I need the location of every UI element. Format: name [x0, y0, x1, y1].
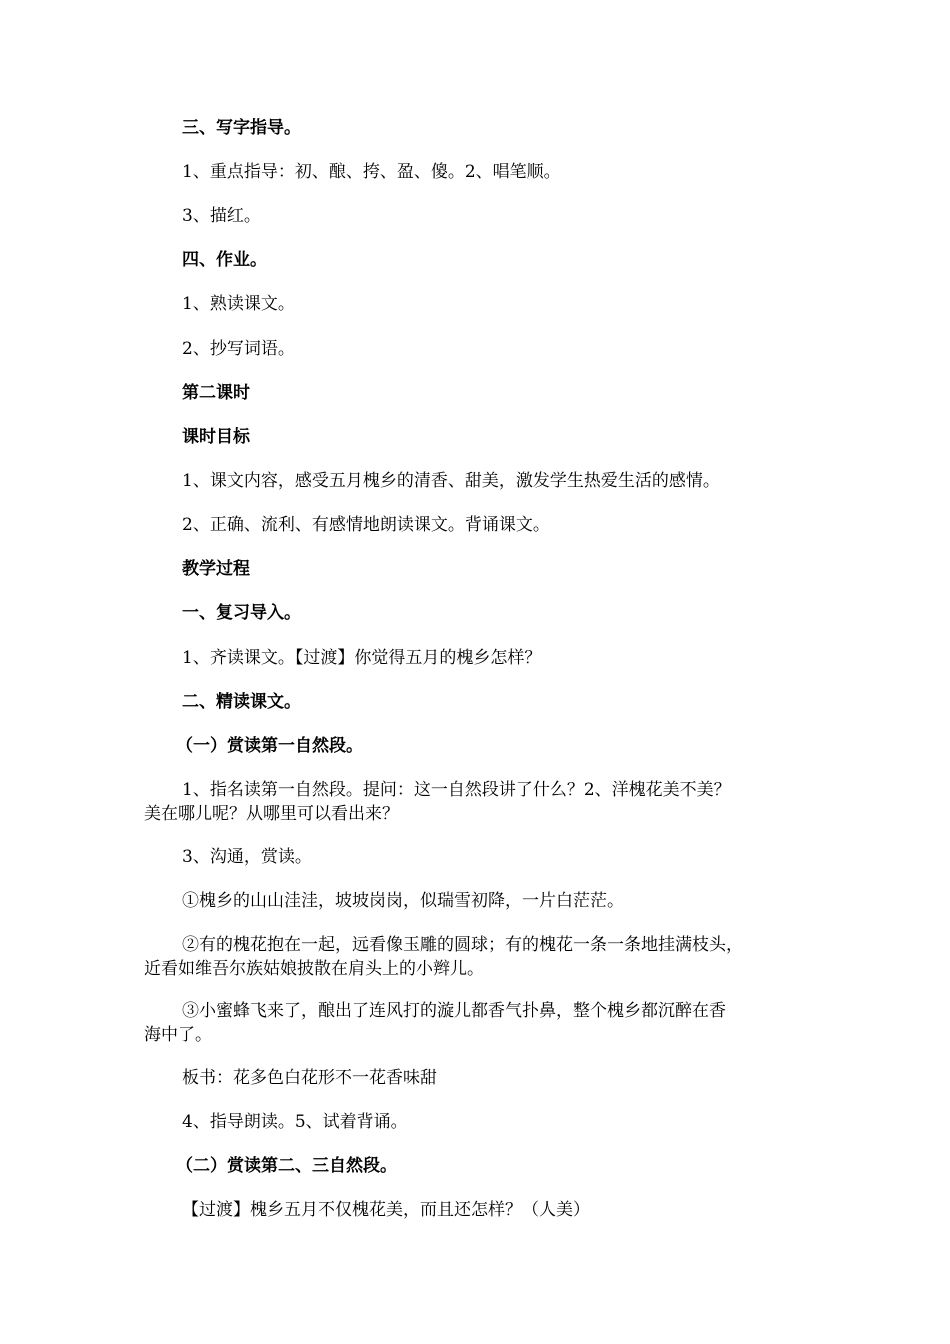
- subheading-paragraphs-two-three: （二）赏读第二、三自然段。: [176, 1156, 397, 1176]
- paragraph: 1、课文内容，感受五月槐乡的清香、甜美，激发学生热爱生活的感情。: [182, 471, 720, 491]
- subheading-paragraph-one: （一）赏读第一自然段。: [176, 736, 363, 756]
- paragraph: [144, 933, 809, 981]
- paragraph: 1、重点指导：初、酿、挎、盈、傻。2、唱笔顺。: [182, 162, 561, 182]
- paragraph-line: ③小蜜蜂飞来了，酿出了连风打的漩儿都香气扑鼻，整个槐乡都沉醉在香: [182, 1001, 726, 1021]
- heading-lesson-two: 第二课时: [182, 383, 250, 403]
- paragraph: 【过渡】槐乡五月不仅槐花美，而且还怎样？（人美）: [182, 1200, 590, 1220]
- paragraph-line: 近看如维吾尔族姑娘披散在肩头上的小辫儿。: [144, 959, 484, 979]
- paragraph-line: 1、指名读第一自然段。提问：这一自然段讲了什么？2、洋槐花美不美？: [182, 780, 731, 800]
- paragraph: 4、指导朗读。5、试着背诵。: [182, 1112, 408, 1132]
- paragraph: [144, 999, 809, 1047]
- heading-review: 一、复习导入。: [182, 603, 301, 623]
- paragraph: 3、描红。: [182, 206, 261, 226]
- heading-intensive-reading: 二、精读课文。: [182, 692, 301, 712]
- paragraph: 1、齐读课文。【过渡】你觉得五月的槐乡怎样？: [182, 648, 542, 668]
- paragraph-line: ②有的槐花抱在一起，远看像玉雕的圆球；有的槐花一条一条地挂满枝头，: [182, 935, 743, 955]
- paragraph-line: 美在哪儿呢？从哪里可以看出来？: [144, 804, 399, 824]
- paragraph: 板书：花多色白花形不一花香味甜: [182, 1068, 437, 1088]
- paragraph: 2、抄写词语。: [182, 339, 295, 359]
- paragraph-line: 海中了。: [144, 1025, 212, 1045]
- heading-homework: 四、作业。: [182, 250, 267, 270]
- paragraph: ①槐乡的山山洼洼，坡坡岗岗，似瑞雪初降，一片白茫茫。: [182, 891, 624, 911]
- heading-teaching-process: 教学过程: [182, 559, 250, 579]
- paragraph: 2、正确、流利、有感情地朗读课文。背诵课文。: [182, 515, 550, 535]
- paragraph: 3、沟通，赏读。: [182, 847, 312, 867]
- paragraph: [144, 778, 809, 826]
- heading-lesson-goals: 课时目标: [182, 427, 250, 447]
- paragraph: 1、熟读课文。: [182, 294, 295, 314]
- heading-writing-guidance: 三、写字指导。: [182, 118, 301, 138]
